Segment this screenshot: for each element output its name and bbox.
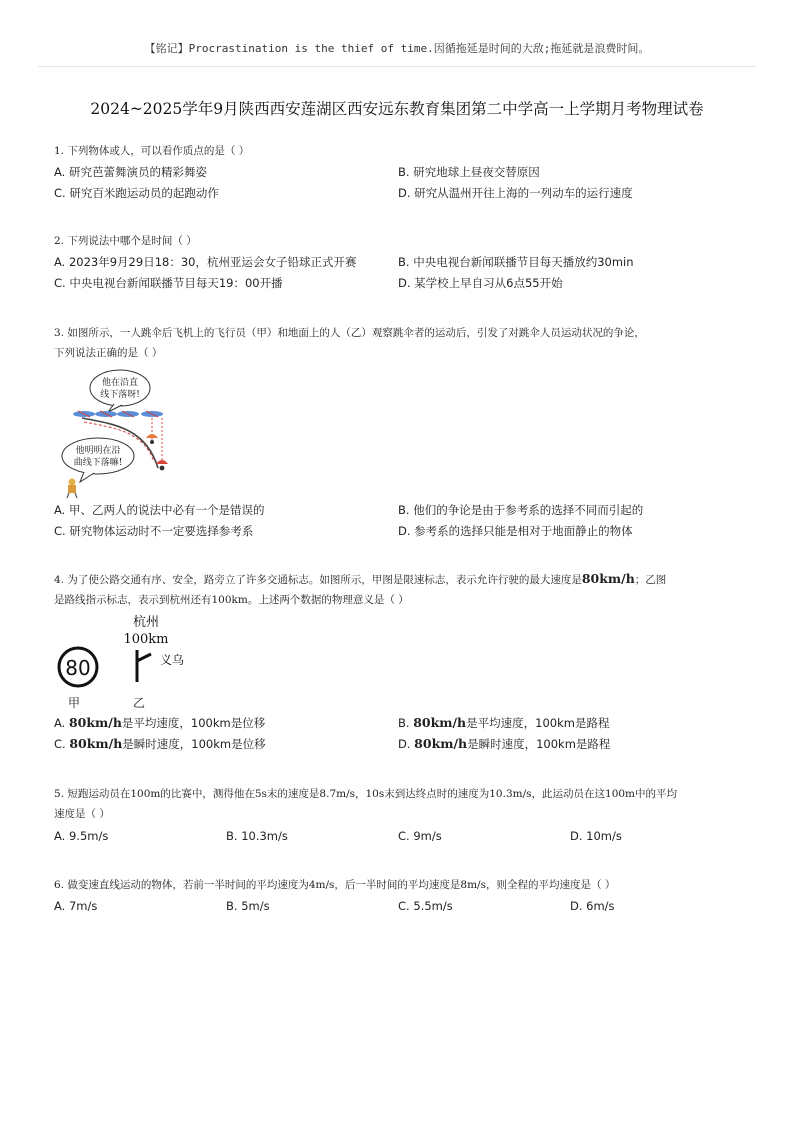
question-4-options	[54, 713, 744, 755]
option-a: A. 9.5m/s	[54, 829, 109, 843]
question-stem-line-1: 4. 为了使公路交通有序、安全，路旁立了许多交通标志。如图所示，甲图是限速标志，表示允许行驶的最大速度是80km/h；乙图	[54, 571, 667, 586]
label-jia: 甲	[67, 696, 81, 710]
option-c: C. 5.5m/s	[398, 899, 453, 913]
option-d: D. 80km/h是瞬时速度，100km是路程	[398, 736, 611, 751]
observer-icon	[67, 479, 77, 499]
option-d: D. 6m/s	[570, 899, 615, 913]
question-stem: 2. 下列说法中哪个是时间（ ）	[54, 235, 197, 247]
option-b: B. 80km/h是平均速度，100km是路程	[398, 715, 610, 730]
parachute-figure	[54, 366, 184, 498]
speed-limit-sign-icon	[59, 648, 97, 686]
route-branch-city: 义乌	[160, 653, 185, 667]
bubble-top-line-2: 线下落呀!	[100, 390, 140, 400]
question-stem-line-2: 下列说法正确的是（ ）	[54, 347, 163, 359]
question-4	[54, 569, 744, 610]
option-d: D. 研究从温州开往上海的一列动车的运行速度	[398, 186, 633, 200]
option-c: C. 研究物体运动时不一定要选择参考系	[54, 524, 254, 538]
motto-banner: 【铭记】Procrastination is the thief of time.因循拖延是时间的大敌;拖延就是浪费时间。	[144, 42, 650, 55]
question-stem-line-2: 速度是（ ）	[54, 808, 110, 820]
question-3	[54, 323, 744, 363]
route-distance: 100km	[123, 632, 169, 647]
option-b: B. 研究地球上昼夜交替原因	[398, 165, 540, 179]
speech-bubble-top	[90, 370, 150, 406]
question-stem-line-1: 5. 短跑运动员在100m的比赛中，测得他在5s末的速度是8.7m/s，10s末到达终点时的速度为10.3m/s，此运动员在这100m中的平均	[54, 788, 678, 800]
option-a: A. 甲、乙两人的说法中必有一个是错误的	[54, 503, 265, 517]
speech-bubble-bottom	[62, 438, 134, 474]
option-d: D. 某学校上早自习从6点55开始	[398, 276, 563, 290]
option-b: B. 他们的争论是由于参考系的选择不同而引起的	[398, 503, 644, 517]
option-c: C. 80km/h是瞬时速度，100km是位移	[54, 736, 266, 751]
page-title: 2024~2025学年9月陕西西安莲湖区西安远东教育集团第二中学高一上学期月考物理试卷	[90, 100, 704, 118]
route-city: 杭州	[132, 615, 160, 630]
bubble-bottom-line-2: 曲线下落嘛!	[73, 458, 123, 468]
option-d: D. 参考系的选择只能是相对于地面静止的物体	[398, 524, 633, 538]
option-c: C. 研究百米跑运动员的起跑动作	[54, 186, 219, 200]
speed-value: 80km/h	[581, 571, 635, 586]
question-stem-line-1: 3. 如图所示，一人跳伞后飞机上的飞行员（甲）和地面上的人（乙）观察跳伞者的运动后，引发了对跳伞人员运动状况的争论，	[54, 327, 645, 339]
option-d: D. 10m/s	[570, 829, 622, 843]
option-c: C. 9m/s	[398, 829, 442, 843]
question-stem: 1. 下列物体或人，可以看作质点的是（ ）	[54, 145, 250, 157]
traffic-signs-figure	[54, 612, 204, 710]
route-sign-icon	[137, 650, 151, 682]
question-1	[54, 141, 744, 204]
question-2	[54, 231, 744, 294]
bubble-bottom-line-1: 他明明在沿	[75, 446, 121, 456]
option-a: A. 研究芭蕾舞演员的精彩舞姿	[54, 165, 207, 179]
option-a: A. 80km/h是平均速度，100km是位移	[54, 715, 266, 730]
question-stem: 6. 做变速直线运动的物体，若前一半时间的平均速度为4m/s，后一半时间的平均速度是8m/s，则全程的平均速度是（ ）	[54, 879, 616, 891]
speed-sign-value: 80	[65, 656, 91, 680]
question-6	[54, 875, 744, 918]
header-divider	[38, 66, 756, 67]
option-b: B. 5m/s	[226, 899, 270, 913]
option-a: A. 7m/s	[54, 899, 98, 913]
airplane-icon	[73, 411, 163, 417]
question-5	[54, 784, 744, 848]
bubble-top-line-1: 他在沿直	[101, 378, 139, 388]
question-3-options	[54, 500, 744, 542]
question-stem-line-2: 是路线指示标志，表示到杭州还有100km。上述两个数据的物理意义是（ ）	[54, 594, 409, 606]
option-b: B. 中央电视台新闻联播节目每天播放约30min	[398, 255, 634, 269]
option-c: C. 中央电视台新闻联播节目每天19：00开播	[54, 276, 283, 290]
option-b: B. 10.3m/s	[226, 829, 288, 843]
option-a: A. 2023年9月29日18：30，杭州亚运会女子铅球正式开赛	[54, 255, 357, 269]
label-yi: 乙	[132, 696, 146, 710]
